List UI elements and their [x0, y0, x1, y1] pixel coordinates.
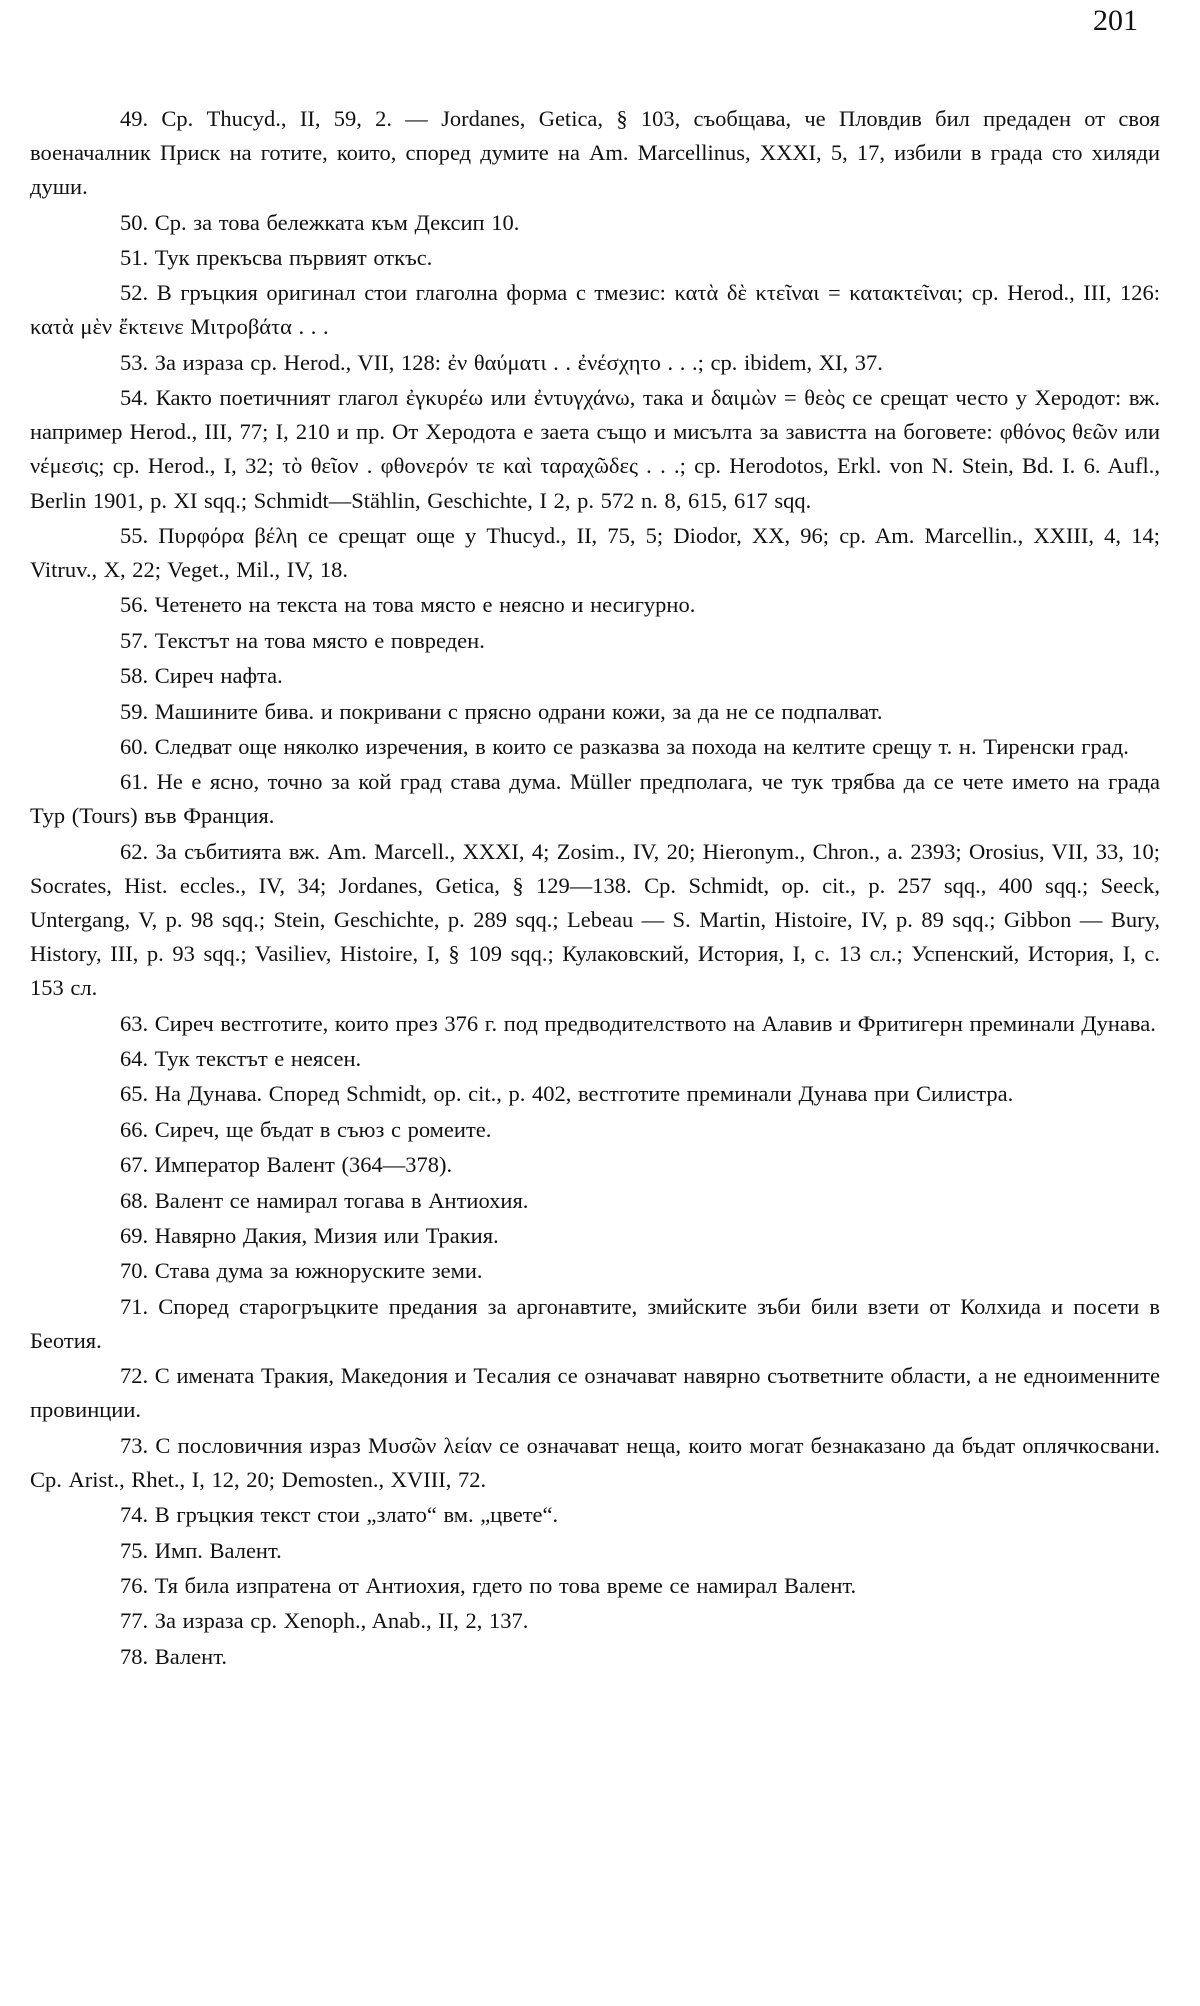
endnote-70: 70. Става дума за южноруските земи. — [120, 1258, 483, 1284]
page-number: 201 — [1093, 4, 1138, 37]
endnote-71: 71. Според старогръцките предания за аргонавтите, змийските зъби били взети от Колхида и посети в Беотия. — [30, 1293, 1160, 1353]
endnote-60: 60. Следват още няколко изречения, в които се разказва за похода на келтите срещу т. н. Тиренски град. — [120, 733, 1129, 759]
endnote-61: 61. Не е ясно, точно за кой град става дума. Müller предполага, че тук трябва да се чете името на града Тур (Tours) във Франция. — [30, 769, 1160, 829]
endnote-52: 52. В гръцкия оригинал стои глаголна форма с тмезис: κατὰ δὲ κτεῖναι = κατακτεῖναι; ср. Herod., III, 126: κατὰ μὲν ἔκτεινε Μιτροβάτα . . . — [30, 280, 1160, 340]
endnote-74: 74. В гръцкия текст стои „злато“ вм. „цвете“. — [120, 1502, 559, 1528]
endnote-58: 58. Сиреч нафта. — [120, 663, 283, 689]
endnote-62: 62. За събитията вж. Am. Marcell., XXXI, 4; Zosim., IV, 20; Hieronym., Chron., a. 2393; Orosius, VII, 33, 10; Socrates, Hist. eccles., IV, 34; Jordanes, Getica, § 129—138. Ср. Schmidt, op. cit., p. 257 sqq., 400 sqq.; Seeck, Untergang, V, p. 98 sqq.; Stein, Geschichte, p. 289 sqq.; Lebeau — S. Martin, Histoire, IV, p. 89 sqq.; Gibbon — Bury, History, III, p. 93 sqq.; Vasiliev, Histoire, I, § 109 sqq.; Кулаковский, История, I, с. 13 сл.; Успенский, История, I, с. 153 сл. — [30, 838, 1160, 1001]
endnote-72: 72. С имената Тракия, Македония и Тесалия се означават навярно съответните области, а не едноименните провинции. — [30, 1363, 1160, 1423]
endnote-53: 53. За израза ср. Herod., VII, 128: ἐν θαύματι . . ἐνέσχητο . . .; ср. ibidem, XI, 37. — [120, 349, 883, 375]
endnote-59: 59. Машините бива. и покривани с прясно одрани кожи, за да не се подпалват. — [120, 698, 883, 724]
endnote-76: 76. Тя била изпратена от Антиохия, гдето по това време се намирал Валент. — [120, 1572, 857, 1598]
endnote-64: 64. Тук текстът е неясен. — [120, 1045, 362, 1071]
endnote-68: 68. Валент се намирал тогава в Антиохия. — [120, 1187, 529, 1213]
endnote-56: 56. Четенето на текста на това място е неясно и несигурно. — [120, 592, 696, 618]
endnote-51: 51. Тук прекъсва първият откъс. — [120, 244, 433, 270]
endnote-54: 54. Както поетичният глагол ἐγκυρέω или ἐντυγχάνω, така и δαιμὼν = θεὸς се срещат често у Херодот: вж. например Herod., III, 77; I, 210 и пр. От Херодота е заета също и мисълта за завистта на боговете: φθόνος θεῶν или νέμεσις; ср. Herod., I, 32; τὸ θεῖον . φθονερόν τε καὶ ταραχῶδες . . .; ср. Herodotos, Erkl. von N. Stein, Bd. I. 6. Aufl., Berlin 1901, p. XI sqq.; Schmidt—Stählin, Geschichte, I 2, p. 572 n. 8, 615, 617 sqq. — [30, 385, 1160, 513]
endnote-78: 78. Валент. — [120, 1643, 227, 1669]
endnote-63: 63. Сиреч вестготите, които през 376 г. под предводителството на Алавив и Фритигерн преминали Дунава. — [120, 1010, 1156, 1036]
endnote-57: 57. Текстът на това място е повреден. — [120, 627, 485, 653]
endnote-67: 67. Император Валент (364—378). — [120, 1152, 453, 1178]
endnote-77: 77. За израза ср. Xenoph., Anab., II, 2, 137. — [120, 1608, 529, 1634]
endnote-49: 49. Ср. Thucyd., II, 59, 2. — Jordanes, Getica, § 103, съобщава, че Пловдив бил предаден от своя военачалник Приск на готите, които, според думите на Am. Marcellinus, XXXI, 5, 17, избили в града сто хиляди души. — [30, 106, 1160, 200]
endnote-50: 50. Ср. за това бележката към Дексип 10. — [120, 209, 520, 235]
endnote-65: 65. На Дунава. Според Schmidt, op. cit., p. 402, вестготите преминали Дунава при Силистра. — [120, 1081, 1014, 1107]
endnote-55: 55. Πυρφόρα βέλη се срещат още у Thucyd., II, 75, 5; Diodor, XX, 96; cp. Am. Marcellin., XXIII, 4, 14; Vitruv., X, 22; Veget., Mil., IV, 18. — [30, 522, 1160, 582]
endnote-73: 73. С пословичния израз Μυσῶν λείαν се означават неща, които могат безнаказано да бъдат оплячкосвани. Ср. Arist., Rhet., I, 12, 20; Demosten., XVIII, 72. — [30, 1432, 1160, 1492]
endnote-66: 66. Сиреч, ще бъдат в съюз с ромеите. — [120, 1116, 492, 1142]
endnote-75: 75. Имп. Валент. — [120, 1537, 282, 1563]
endnotes-list — [30, 102, 1160, 1674]
endnote-69: 69. Навярно Дакия, Мизия или Тракия. — [120, 1222, 499, 1248]
